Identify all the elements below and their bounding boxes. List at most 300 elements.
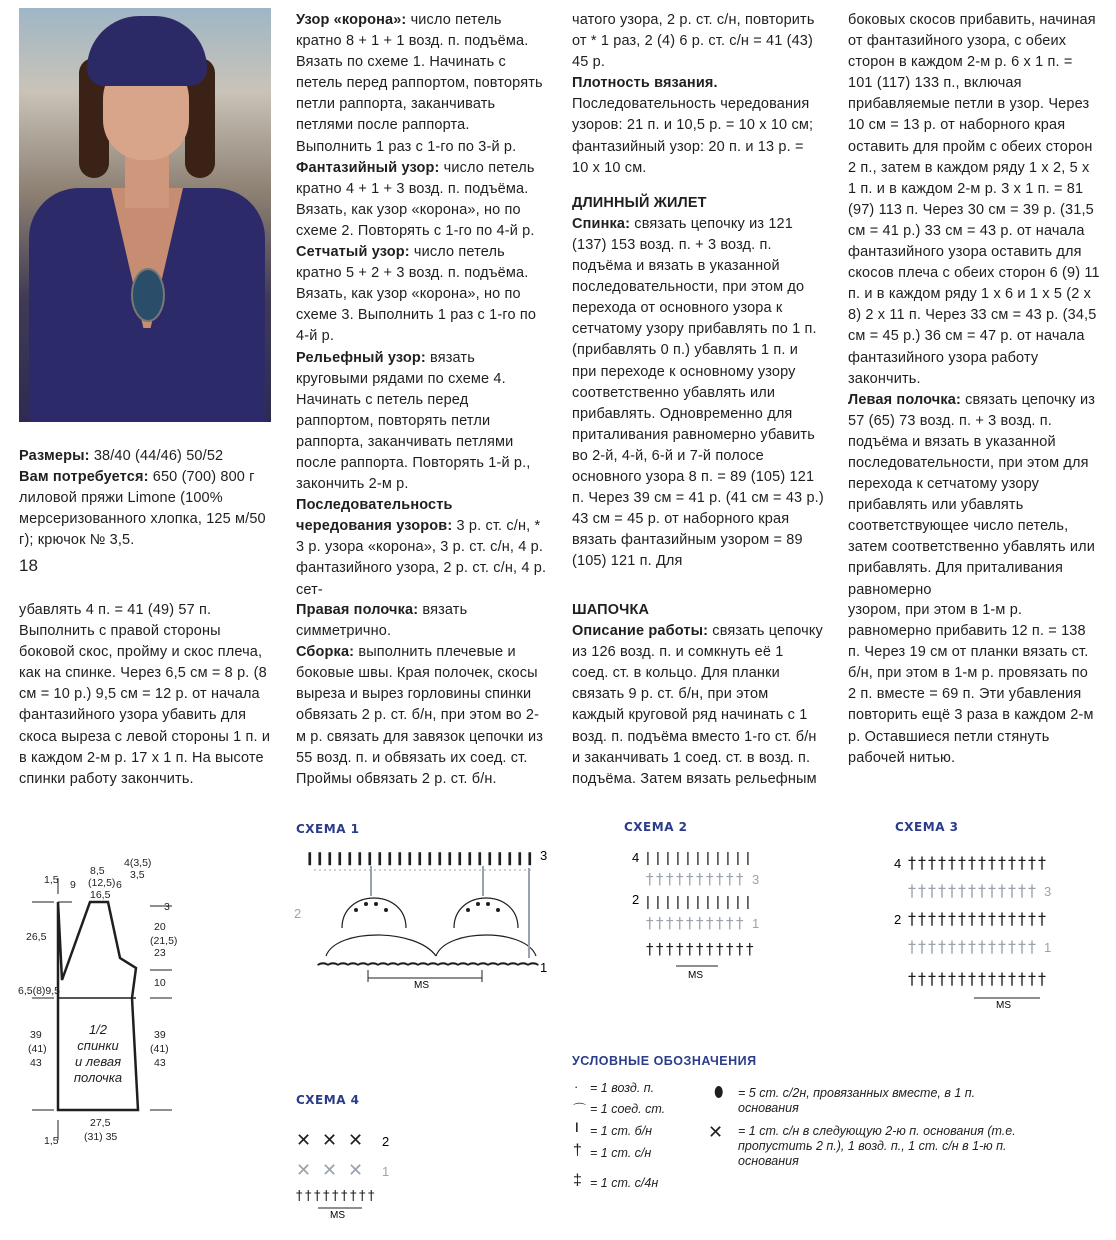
double-crochet-stitch: †	[666, 870, 674, 888]
legend-title: УСЛОВНЫЕ ОБОЗНАЧЕНИЯ	[572, 1054, 757, 1068]
double-crochet-stitch: †	[646, 914, 654, 932]
right-front-text: вязать симметрично.	[296, 602, 468, 640]
schema-3-label: СХЕМА 3	[895, 820, 959, 834]
slip-stitch: ⌒	[528, 964, 538, 975]
double-crochet-stitch: †	[350, 1189, 357, 1204]
double-crochet-stitch: †	[988, 853, 996, 872]
double-crochet-stitch: †	[1018, 969, 1026, 988]
double-crochet-stitch: †	[746, 940, 754, 958]
legend-item-crossed: = 1 ст. с/н в следующую 2-ю п. основания (т.е. пропустить 2 п.), 1 возд. п., 1 ст. с/н в 1-ю п. основания	[738, 1124, 1016, 1168]
crossed-stitch: ✕	[296, 1160, 312, 1181]
single-crochet-stitch: ǀ	[418, 851, 422, 865]
slip-stitch: ⌒	[478, 964, 488, 975]
page-number: 18	[19, 556, 38, 575]
schema-2-row-3: 3	[752, 872, 760, 887]
double-crochet-stitch: †	[686, 940, 694, 958]
double-crochet-stitch: †	[968, 937, 976, 956]
dim-right-5: 10	[154, 977, 166, 989]
single-crochet-stitch: ǀ	[348, 851, 352, 865]
double-crochet-stitch: †	[1038, 909, 1046, 928]
single-crochet-stitch: ǀ	[478, 851, 482, 865]
pattern-crown-text: число петель кратно 8 + 1 + 1 возд. п. подъёма. Вязать по схеме 1. Начинать с петель перед раппортом, повторять петли раппорта, заканчивать петлями после раппорта. Выполнить 1 раз с 1-го по 3-й р.	[296, 12, 543, 155]
pattern-sequence-head: Последовательность чередования узоров:	[296, 497, 453, 535]
double-crochet-stitch: †	[736, 940, 744, 958]
single-crochet-stitch: ǀ	[726, 895, 730, 910]
left-front-continued: убавлять 4 п. = 41 (49) 57 п. Выполнить с правой стороны боковой скос, пройму и скос плеча, как на спинке. Через 6,5 см = 8 р. (8 см = 10 р.) 9,5 см = 12 р. от начала фантазийного узора убавить для скоса выреза с левой стороны 1 п. и в каждом 2-м р. 17 х 1 п. На высоте спинки работу закончить.	[19, 602, 271, 787]
double-crochet-stitch: †	[676, 914, 684, 932]
double-crochet-stitch: †	[359, 1189, 366, 1204]
back-head: Спинка:	[572, 215, 631, 232]
double-crochet-stitch: †	[1018, 909, 1026, 928]
dim-top-5: 16,5	[90, 889, 111, 901]
column-3-bottom	[572, 600, 824, 790]
dim-left-5: 43	[30, 1057, 42, 1069]
double-crochet-stitch: †	[968, 853, 976, 872]
schema-3-row-4: 4	[894, 856, 902, 871]
double-crochet-stitch: †	[646, 870, 654, 888]
single-crochet-stitch: ǀ	[398, 851, 402, 865]
dim-top-7: 4(3,5)	[124, 857, 152, 869]
single-crochet-stitch: ǀ	[448, 851, 452, 865]
single-crochet-stitch: ǀ	[656, 895, 660, 910]
double-crochet-stitch: †	[938, 937, 946, 956]
slip-stitch: ⌒	[328, 964, 338, 975]
hat-continued: узором, при этом в 1-м р. равномерно прибавить 12 п. = 138 п. Через 19 см от планки вязать ст. б/н, при этом в 1-м р. провязать по 2 п. вместе = 69 п. Эти убавления повторить ещё 3 раза в каждом 2-м р. Оставшиеся петли стянуть рабочей нитью.	[848, 602, 1094, 766]
slip-stitch: ⌒	[458, 964, 468, 975]
sizes-block	[19, 446, 271, 551]
double-crochet-stitch: †	[938, 881, 946, 900]
crown-grey-stitches	[370, 866, 530, 958]
dim-right-2: 20	[154, 921, 166, 933]
double-crochet-stitch: †	[948, 853, 956, 872]
single-crochet-stitch: ǀ	[706, 895, 710, 910]
double-crochet-stitch: †	[1038, 969, 1046, 988]
double-crochet-stitch: †	[666, 940, 674, 958]
double-crochet-stitch: †	[716, 870, 724, 888]
model-photo	[19, 8, 271, 422]
slip-stitch: ⌒	[468, 964, 478, 975]
single-crochet-stitch: ǀ	[676, 895, 680, 910]
double-crochet-stitch: †	[656, 870, 664, 888]
double-crochet-stitch: †	[1028, 969, 1036, 988]
legend-item-chain: = 1 возд. п.	[590, 1081, 655, 1095]
single-crochet-stitch: ǀ	[498, 851, 502, 865]
pattern-sequence-text: 3 р. ст. с/н, * 3 р. узора «корона», 3 р. ст. с/н, 4 р. фантазийного узора, 2 р. ст. с/н, 4 р. сет-	[296, 518, 547, 598]
dim-top-1: 1,5	[44, 874, 59, 886]
double-crochet-stitch: †	[666, 914, 674, 932]
sizes-value: 38/40 (44/46) 50/52	[93, 448, 224, 464]
double-crochet-stitch: †	[908, 969, 916, 988]
legend-item-single: = 1 ст. б/н	[590, 1124, 653, 1138]
single-crochet-stitch: ǀ	[328, 851, 332, 865]
assembly-head: Сборка:	[296, 644, 355, 661]
double-crochet-stitch: †	[998, 853, 1006, 872]
pattern-relief-head: Рельефный узор:	[296, 349, 426, 366]
double-crochet-stitch: †	[696, 914, 704, 932]
double-crochet-stitch: †	[928, 881, 936, 900]
schema-1-chart	[296, 848, 556, 996]
dim-bottom-3: 1,5	[44, 1135, 59, 1147]
schema-1-row-2: 2	[294, 906, 302, 921]
double-crochet-stitch: †	[958, 881, 966, 900]
dim-left-2: 6,5(8)9,5	[18, 985, 61, 997]
legend-item-quad: = 1 ст. с/4н	[590, 1176, 659, 1190]
legend-item-cluster: = 5 ст. с/2н, провязанных вместе, в 1 п. основания	[738, 1086, 976, 1115]
pattern-fantasy-head: Фантазийный узор:	[296, 159, 440, 176]
schema-4-row-1: 1	[382, 1164, 390, 1179]
pattern-mesh	[296, 242, 548, 347]
double-crochet-stitch: †	[341, 1189, 348, 1204]
double-crochet-stitch: †	[686, 870, 694, 888]
double-crochet-stitch: †	[958, 853, 966, 872]
double-crochet-stitch: †	[696, 870, 704, 888]
slip-stitch: ⌒	[438, 964, 448, 975]
double-crochet-stitch: †	[736, 914, 744, 932]
single-crochet-stitch: ǀ	[686, 895, 690, 910]
single-crochet-stitch: ǀ	[666, 895, 670, 910]
single-crochet-stitch: ǀ	[458, 851, 462, 865]
double-crochet-stitch: †	[918, 937, 926, 956]
double-crochet-stitch: †	[908, 937, 916, 956]
double-crochet-stitch: †	[706, 870, 714, 888]
dim-left-1: 26,5	[26, 931, 47, 943]
double-crochet-stitch: †	[958, 937, 966, 956]
slip-stitch: ⌒	[358, 964, 368, 975]
single-crochet-icon: ǀ	[575, 1120, 579, 1135]
column-1-bottom	[19, 600, 271, 790]
schema-4-label: СХЕМА 4	[296, 1093, 360, 1107]
dim-left-4: (41)	[28, 1043, 47, 1055]
schema-4-row-2: 2	[382, 1134, 390, 1149]
double-crochet-stitch: †	[978, 853, 986, 872]
double-crochet-stitch: †	[908, 909, 916, 928]
slip-stitch: ⌒	[418, 964, 428, 975]
density-text: Последовательность чередования узоров: 21 п. и 10,5 р. = 10 х 10 см; фантазийный узор: 20 п. и 13 р. = 10 х 10 см.	[572, 96, 814, 176]
double-crochet-stitch: †	[1008, 853, 1016, 872]
double-crochet-stitch: †	[988, 937, 996, 956]
pattern-mesh-text: число петель кратно 5 + 2 + 3 возд. п. подъёма. Вязать, как узор «корона», но по схеме 3. Выполнить 1 раз с 1-го по 4-й р.	[296, 244, 537, 345]
double-crochet-stitch: †	[716, 940, 724, 958]
single-crochet-stitch: ǀ	[696, 851, 700, 866]
double-crochet-stitch: †	[938, 853, 946, 872]
slip-stitch: ⌒	[388, 964, 398, 975]
slip-stitch: ⌒	[428, 964, 438, 975]
single-crochet-stitch: ǀ	[696, 895, 700, 910]
schema-1-row-3: 3	[540, 848, 548, 863]
schema-1-ms: MS	[414, 980, 429, 991]
schema-4-chart	[296, 1124, 406, 1224]
single-crochet-stitch: ǀ	[656, 851, 660, 866]
right-front-head: Правая полочка:	[296, 602, 419, 618]
double-crochet-stitch: †	[998, 937, 1006, 956]
sizes-label: Размеры:	[19, 448, 90, 464]
slip-stitch: ⌒	[378, 964, 388, 975]
double-crochet-stitch: †	[726, 940, 734, 958]
pattern-relief-text: вязать круговыми рядами по схеме 4. Начинать с петель перед раппортом, повторять петли раппорта, заканчивать петлями после раппорта. Повторять 1-й р., закончить 2-м р.	[296, 349, 531, 493]
double-crochet-stitch: †	[918, 909, 926, 928]
single-crochet-stitch: ǀ	[686, 851, 690, 866]
column-4-top	[848, 10, 1100, 601]
assembly-text: выполнить плечевые и боковые швы. Края полочек, скосы выреза и вырез горловины спинки обвязать 2 р. ст. б/н, при этом во 2-м р. связать для завязок цепочки из 55 возд. п. и обвязать их соед. ст. Проймы обвязать 2 р. ст. б/н.	[296, 644, 544, 787]
double-crochet-stitch: †	[928, 853, 936, 872]
double-crochet-stitch: †	[646, 940, 654, 958]
dim-bottom-2: (31) 35	[84, 1131, 118, 1143]
column-4-bottom	[848, 600, 1100, 769]
double-crochet-stitch: †	[368, 1189, 375, 1204]
pattern-fantasy-text: число петель кратно 4 + 1 + 3 возд. п. подъёма. Вязать, как узор «корона», но по схеме 2. Повторять с 1-го по 4-й р.	[296, 159, 535, 239]
left-front-text: связать цепочку из 57 (65) 73 возд. п. + 3 возд. п. подъёма и вязать в указанной последовательности, при этом для перехода к сетчатому узору прибавлять или убавлять соответствующее число петель, затем соответственно убавлять или прибавлять. Для приталивания равномерно	[848, 391, 1095, 598]
schema-3-row-3: 3	[1044, 884, 1052, 899]
single-crochet-stitch: ǀ	[646, 895, 650, 910]
schema-2-ms: MS	[688, 970, 703, 981]
pattern-sequence	[296, 495, 548, 600]
single-crochet-stitch: ǀ	[428, 851, 432, 865]
double-crochet-stitch: †	[988, 909, 996, 928]
single-crochet-stitch: ǀ	[338, 851, 342, 865]
double-crochet-stitch: †	[726, 870, 734, 888]
double-crochet-stitch: †	[1028, 853, 1036, 872]
pattern-mesh-head: Сетчатый узор:	[296, 244, 410, 261]
slip-stitch: ⌒	[488, 964, 498, 975]
dim-right-6: 39	[154, 1029, 166, 1041]
double-crochet-stitch: †	[928, 937, 936, 956]
schema-1-label: СХЕМА 1	[296, 822, 360, 836]
dim-top-4: (12,5)	[88, 877, 116, 889]
column-3-top	[572, 10, 824, 572]
double-crochet-stitch: †	[706, 940, 714, 958]
single-crochet-stitch: ǀ	[508, 851, 512, 865]
schema-3-row-2: 2	[894, 912, 902, 927]
materials-label: Вам потребуется:	[19, 469, 149, 486]
crossed-stitch: ✕	[296, 1130, 312, 1151]
schema-2-row-1: 1	[752, 916, 760, 931]
double-crochet-stitch: †	[968, 909, 976, 928]
slip-stitch: ⌒	[408, 964, 418, 975]
dim-top-8: 3,5	[130, 869, 145, 881]
schema-3-ms: MS	[996, 1000, 1011, 1011]
double-crochet-stitch: †	[928, 909, 936, 928]
double-crochet-stitch: †	[978, 881, 986, 900]
slip-stitch: ⌒	[518, 964, 528, 975]
double-crochet-stitch: †	[918, 853, 926, 872]
pattern-relief	[296, 348, 548, 496]
legend-item-slip: = 1 соед. ст.	[590, 1102, 666, 1116]
crossed-stitch: ✕	[348, 1130, 364, 1151]
hat	[87, 16, 207, 86]
schema-2-row-2: 2	[632, 892, 640, 907]
slip-stitch: ⌒	[368, 964, 378, 975]
double-crochet-stitch: †	[938, 969, 946, 988]
chain-stitch-icon: ·	[574, 1079, 579, 1094]
double-crochet-stitch: †	[948, 909, 956, 928]
density-head: Плотность вязания.	[572, 75, 718, 92]
double-crochet-stitch: †	[323, 1189, 330, 1204]
single-crochet-stitch: ǀ	[716, 851, 720, 866]
dim-left-3: 39	[30, 1029, 42, 1041]
double-crochet-stitch: †	[314, 1189, 321, 1204]
crown-arches	[326, 898, 536, 956]
single-crochet-stitch: ǀ	[438, 851, 442, 865]
double-crochet-stitch: †	[988, 969, 996, 988]
legend-item-double: = 1 ст. с/н	[590, 1146, 652, 1160]
double-crochet-stitch: †	[1028, 909, 1036, 928]
double-crochet-stitch: †	[958, 909, 966, 928]
double-crochet-stitch: †	[706, 914, 714, 932]
single-crochet-stitch: ǀ	[746, 895, 750, 910]
double-crochet-stitch: †	[1018, 853, 1026, 872]
crossed-stitch-icon: ✕	[708, 1122, 724, 1142]
dim-right-7: (41)	[150, 1043, 169, 1055]
dim-top-2: 9	[70, 879, 76, 891]
single-crochet-stitch: ǀ	[488, 851, 492, 865]
schema-4-ms: MS	[330, 1210, 345, 1221]
double-crochet-stitch: †	[696, 940, 704, 958]
dim-bottom-1: 27,5	[90, 1117, 111, 1129]
double-crochet-stitch: †	[656, 914, 664, 932]
double-crochet-stitch: †	[988, 881, 996, 900]
schema-2-label: СХЕМА 2	[624, 820, 688, 834]
single-crochet-stitch: ǀ	[368, 851, 372, 865]
double-crochet-stitch: †	[998, 909, 1006, 928]
dim-top-6: 6	[116, 879, 122, 891]
double-crochet-stitch: †	[686, 914, 694, 932]
pattern-crown	[296, 10, 548, 158]
dim-right-4: 23	[154, 947, 166, 959]
garment-pattern	[10, 858, 200, 1148]
double-crochet-stitch: †	[296, 1189, 303, 1204]
single-crochet-stitch: ǀ	[736, 851, 740, 866]
schema-3-row-1: 1	[1044, 940, 1052, 955]
caption-2: спинки	[77, 1038, 119, 1053]
double-crochet-stitch: †	[978, 937, 986, 956]
double-crochet-stitch: †	[332, 1189, 339, 1204]
single-crochet-stitch: ǀ	[378, 851, 382, 865]
double-crochet-icon: †	[573, 1142, 582, 1159]
schema-1-row-1: 1	[540, 960, 548, 975]
dim-right-8: 43	[154, 1057, 166, 1069]
pendant	[131, 268, 165, 322]
slip-stitch: ⌒	[338, 964, 348, 975]
back-text: связать цепочку из 121 (137) 153 возд. п. + 3 возд. п. подъёма и вязать в указанной последовательности, при этом до перехода от основного узора к сетчатому узору прибавлять по 1 п. (прибавлять 0 п.) убавлять 1 п. и при переходе к основному узору соответственно убавлять или прибавлять. Одновременно для приталивания равномерно убавить во 2-й, 4-й, 6-й и 7-й полосе основного узора 8 п. = 89 (105) 121 п. Через 39 см = 41 р. (41 см = 43 р.) 43 см = 45 р. от наборного края вязать фантазийным узором = 89 (105) 121 п. Для	[572, 215, 824, 570]
double-crochet-stitch: †	[968, 881, 976, 900]
crossed-stitch: ✕	[348, 1160, 364, 1181]
schema-2-row-4: 4	[632, 850, 640, 865]
single-crochet-stitch: ǀ	[408, 851, 412, 865]
column-2-top	[296, 10, 548, 601]
double-crochet-stitch: †	[918, 969, 926, 988]
slip-stitch: ⌒	[318, 964, 328, 975]
double-crochet-stitch: †	[908, 853, 916, 872]
cluster-stitch-icon: ⬮	[714, 1084, 724, 1101]
left-front-head: Левая полочка:	[848, 391, 961, 408]
slip-stitch: ⌒	[348, 964, 358, 975]
schema-2-chart	[632, 846, 772, 986]
single-crochet-stitch: ǀ	[716, 895, 720, 910]
single-crochet-stitch: ǀ	[318, 851, 322, 865]
double-crochet-stitch: †	[1028, 937, 1036, 956]
double-crochet-stitch: †	[1028, 881, 1036, 900]
dim-right-3: (21,5)	[150, 935, 178, 947]
single-crochet-stitch: ǀ	[726, 851, 730, 866]
single-crochet-stitch: ǀ	[706, 851, 710, 866]
slip-stitch-icon: ⌒	[573, 1102, 587, 1117]
section-long-vest: ДЛИННЫЙ ЖИЛЕТ	[572, 194, 707, 211]
caption-1: 1/2	[88, 1022, 108, 1037]
single-crochet-stitch: ǀ	[666, 851, 670, 866]
dim-right-1: 3	[164, 901, 170, 913]
single-crochet-stitch: ǀ	[528, 851, 532, 865]
slip-stitch: ⌒	[508, 964, 518, 975]
single-crochet-stitch: ǀ	[676, 851, 680, 866]
double-crochet-stitch: †	[938, 909, 946, 928]
double-crochet-stitch: †	[676, 940, 684, 958]
hat-desc-text: связать цепочку из 126 возд. п. и сомкнуть её 1 соед. ст. в кольцо. Для планки связать 9 р. ст. б/н, при этом каждый круговой ряд начинать с 1 возд. п. подъёма вместо 1-го ст. б/н и заканчивать 1 соед. ст. в возд. п. подъёма. Затем вязать рельефным	[572, 623, 823, 787]
double-crochet-stitch: †	[656, 940, 664, 958]
double-crochet-stitch: †	[968, 969, 976, 988]
double-crochet-stitch: †	[1018, 881, 1026, 900]
dim-top-3: 8,5	[90, 865, 105, 877]
quad-crochet-icon: ‡	[573, 1172, 582, 1189]
column-2-bottom	[296, 600, 548, 790]
single-crochet-stitch: ǀ	[388, 851, 392, 865]
crossed-stitch: ✕	[322, 1130, 338, 1151]
double-crochet-stitch: †	[948, 969, 956, 988]
single-crochet-stitch: ǀ	[358, 851, 362, 865]
single-crochet-stitch: ǀ	[746, 851, 750, 866]
double-crochet-stitch: †	[1018, 937, 1026, 956]
single-crochet-stitch: ǀ	[736, 895, 740, 910]
double-crochet-stitch: †	[918, 881, 926, 900]
double-crochet-stitch: †	[305, 1189, 312, 1204]
caption-3: и левая	[74, 1054, 122, 1069]
single-crochet-stitch: ǀ	[308, 851, 312, 865]
double-crochet-stitch: †	[1008, 969, 1016, 988]
double-crochet-stitch: †	[1008, 909, 1016, 928]
single-crochet-stitch: ǀ	[646, 851, 650, 866]
double-crochet-stitch: †	[726, 914, 734, 932]
double-crochet-stitch: †	[998, 881, 1006, 900]
double-crochet-stitch: †	[978, 969, 986, 988]
double-crochet-stitch: †	[928, 969, 936, 988]
crossed-stitch: ✕	[322, 1160, 338, 1181]
double-crochet-stitch: †	[908, 881, 916, 900]
double-crochet-stitch: †	[736, 870, 744, 888]
hat-desc-head: Описание работы:	[572, 623, 709, 640]
double-crochet-stitch: †	[716, 914, 724, 932]
slip-stitch: ⌒	[398, 964, 408, 975]
pattern-crown-head: Узор «корона»:	[296, 12, 407, 28]
section-hat: ШАПОЧКА	[572, 602, 650, 618]
double-crochet-stitch: †	[998, 969, 1006, 988]
double-crochet-stitch: †	[948, 881, 956, 900]
caption-4: полочка	[73, 1070, 123, 1085]
schema-3-chart	[892, 848, 1062, 1012]
materials-value: 650 (700) 800 г лиловой пряжи Limone (100% мерсеризованного хлопка, 125 м/50 г); крючок № 3,5.	[19, 469, 266, 549]
sequence-continued: чатого узора, 2 р. ст. с/н, повторить от * 1 раз, 2 (4) 6 р. ст. с/н = 41 (43) 45 р.	[572, 12, 815, 71]
double-crochet-stitch: †	[978, 909, 986, 928]
pattern-fantasy	[296, 158, 548, 242]
slip-stitch: ⌒	[448, 964, 458, 975]
slip-stitch: ⌒	[498, 964, 508, 975]
single-crochet-stitch: ǀ	[518, 851, 522, 865]
double-crochet-stitch: †	[948, 937, 956, 956]
crown-stitch-pattern	[354, 902, 500, 912]
single-crochet-stitch: ǀ	[468, 851, 472, 865]
back-continued: боковых скосов прибавить, начиная от фантазийного узора, с обеих сторон в каждом 2-м р. 6 х 1 п. = 101 (117) 133 п., включая прибавляемые петли в узор. Через 10 см = 13 р. от наборного края оставить для пройм с обеих сторон 2 п., затем в каждом ряду 1 х 2, 5 х 1 п. и в каждом 2-м р. 3 х 1 п. = 81 (97) 113 п. Через 30 см = 39 р. (31,5 см = 41 р.) 33 см = 43 р. от начала фантазийного узора оставить для скосов плеча с обеих сторон 6 (9) 11 п. и в каждом ряду 1 х 6 и 1 х 5 (2 х 8) 2 х 11 п. Через 33 см = 43 р. (34,5 см = 45 р.) 36 см = 47 р. от начала фантазийного узора работу закончить.	[848, 12, 1100, 387]
double-crochet-stitch: †	[676, 870, 684, 888]
double-crochet-stitch: †	[1038, 853, 1046, 872]
double-crochet-stitch: †	[1008, 937, 1016, 956]
